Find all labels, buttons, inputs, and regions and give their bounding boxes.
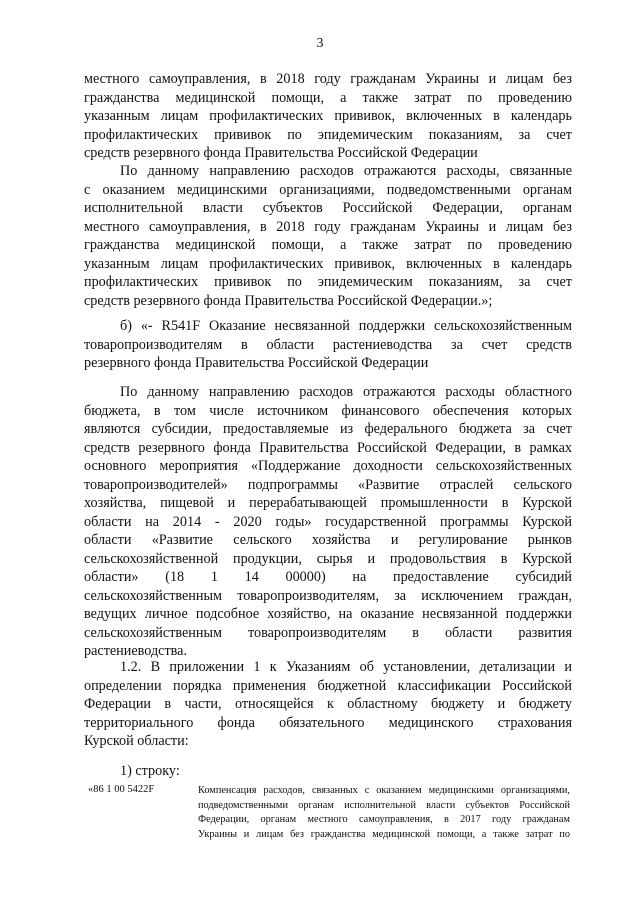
text-line: подведомственными органам исполнительной власти субъектов Российской — [198, 799, 570, 811]
text-line: основного мероприятия «Поддержание доходности сельскохозяйственных — [84, 458, 572, 474]
text-line: б) «- R541F Оказание несвязанной поддержки сельскохозяйственным — [120, 318, 572, 334]
text-line: Федерации, органам местного самоуправления, в 2017 году гражданам — [198, 814, 570, 825]
text-line: ведущих личное подсобное хозяйство, на оказание несвязанной поддержки — [84, 606, 572, 622]
text-line: Украины и лицам без гражданства медицинской помощи, а также затрат по — [198, 828, 570, 840]
classification-description — [198, 784, 570, 842]
paragraph-item-b — [84, 317, 572, 373]
text-line: сельскохозяйственным товаропроизводителям, за исключением граждан, — [84, 587, 572, 604]
text-line: указанным лицам профилактических прививок, включенных в календарь — [84, 108, 572, 124]
paragraph-section-1-2 — [84, 658, 572, 751]
text-line: указанным лицам профилактических прививок, включенных в календарь — [84, 255, 572, 272]
text-line: Компенсация расходов, связанных с оказанием медицинскими организациями, — [198, 785, 570, 796]
text-line: определении порядка применения бюджетной классификации Российской — [84, 677, 572, 694]
text-line: области на 2014 - 2020 годы» государственной программы Курской — [84, 513, 572, 530]
text-line: Курской области: — [84, 733, 189, 749]
text-line: средств резервного фонда Правительства Российской Федерации — [84, 145, 478, 161]
text-line: являются субсидии, предоставляемые из федерального бюджета за счет — [84, 421, 572, 437]
text-line: 1) строку: — [120, 763, 180, 779]
paragraph-continuation — [84, 70, 572, 163]
text-line: 1.2. В приложении 1 к Указаниям об установлении, детализации и — [120, 659, 572, 675]
text-line: Федерации в части, относящейся к областному бюджету и бюджету — [84, 696, 572, 712]
text-line: местного самоуправления, в 2018 году гражданам Украины и лицам без — [84, 218, 572, 235]
text-line: По данному направлению расходов отражаются расходы, связанные — [120, 163, 572, 179]
text-line: профилактических прививок по эпидемическим показаниям, за счет — [84, 274, 572, 290]
text-line: сельскохозяйственной продукции, сырья и продовольствия в Курской — [84, 550, 572, 567]
text-line: профилактических прививок по эпидемическим показаниям, за счет — [84, 126, 572, 143]
text-line: По данному направлению расходов отражаются расходы областного — [120, 384, 572, 400]
text-line: области «Развитие сельского хозяйства и регулирование рынков — [84, 532, 572, 548]
text-line: средств резервного фонда Правительства Российской Федерации, в рамках — [84, 439, 572, 456]
text-line: средств резервного фонда Правительства Российской Федерации.»; — [84, 292, 493, 309]
text-line: товаропроизводителям в области растениеводства за счет средств — [84, 336, 572, 353]
classification-code: «86 1 00 5422F — [88, 784, 155, 795]
text-line: области» (18 1 14 00000) на предоставление субсидий — [84, 569, 572, 585]
text-line: бюджета, в том числе источником финансового обеспечения которых — [84, 402, 572, 419]
text-line: резервного фонда Правительства Российской Федерации — [84, 355, 429, 371]
text-line: местного самоуправления, в 2018 году гражданам Украины и лицам без — [84, 71, 572, 87]
paragraph-item-1 — [84, 762, 572, 781]
text-line: хозяйства, пищевой и перерабатывающей промышленности в Курской — [84, 495, 572, 511]
text-line: сельскохозяйственным товаропроизводителям в области развития — [84, 624, 572, 641]
paragraph-expenses-description — [84, 162, 572, 310]
text-line: с оказанием медицинскими организациями, подведомственными органам — [84, 181, 572, 198]
text-line: товаропроизводителей» подпрограммы «Развитие отраслей сельского — [84, 476, 572, 493]
paragraph-budget-expenses — [84, 383, 572, 661]
page-number: 3 — [316, 36, 324, 51]
text-line: территориального фонда обязательного медицинского страхования — [84, 714, 572, 731]
text-line: гражданства медицинской помощи, а также затрат по проведению — [84, 237, 572, 253]
text-line: растениеводства. — [84, 643, 188, 659]
text-line: гражданства медицинской помощи, а также затрат по проведению — [84, 89, 572, 106]
text-line: исполнительной власти субъектов Российской Федерации, органам — [84, 200, 572, 216]
